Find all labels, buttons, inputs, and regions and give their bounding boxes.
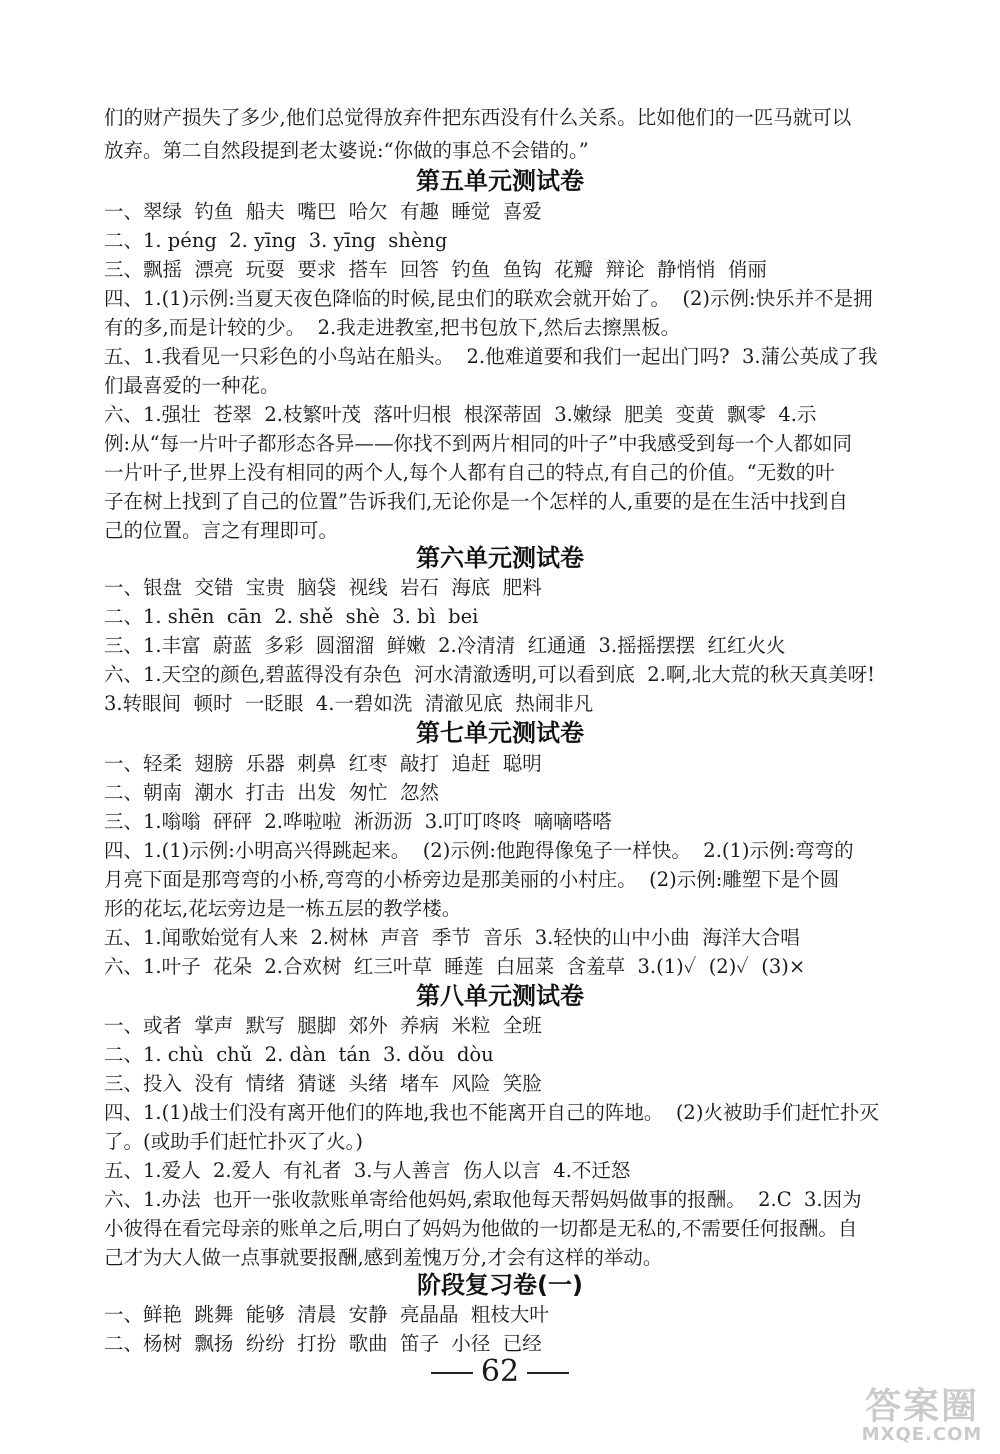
- answer-line: 二、1. shēn cān 2. shě shè 3. bì bei: [104, 605, 479, 628]
- section-heading-unit7: 第七单元测试卷: [416, 719, 584, 747]
- answer-line: 一、银盘 交错 宝贵 脑袋 视线 岩石 海底 肥料: [104, 576, 542, 599]
- answer-line: 四、1.(1)战士们没有离开他们的阵地,我也不能离开自己的阵地。 (2)火被助手们赶忙扑灭: [104, 1101, 879, 1124]
- answer-line: 四、1.(1)示例:当夏天夜色降临的时候,昆虫们的联欢会就开始了。 (2)示例:快乐并不是拥: [104, 287, 873, 310]
- answer-line: 例:从“每一片叶子都形态各异——你找不到两片相同的叶子”中我感受到每一个人都如同: [104, 432, 853, 455]
- section-heading-unit5: 第五单元测试卷: [416, 167, 584, 195]
- answer-line: 三、投入 没有 情绪 猜谜 头绪 堵车 风险 笑脸: [104, 1072, 542, 1095]
- answer-line: 五、1.我看见一只彩色的小鸟站在船头。 2.他难道要和我们一起出门吗? 3.蒲公英成了我: [104, 345, 878, 368]
- page-number-value: 62: [480, 1354, 520, 1389]
- answer-line: 了。(或助手们赶忙扑灭了火。): [104, 1130, 363, 1153]
- answer-line: 二、1. péng 2. yīng 3. yīng shèng: [104, 229, 448, 252]
- answer-line: 四、1.(1)示例:小明高兴得跳起来。 (2)示例:他跑得像兔子一样快。 2.(1)示例:弯弯的: [104, 839, 854, 862]
- answer-line: 月亮下面是那弯弯的小桥,弯弯的小桥旁边是那美丽的小村庄。 (2)示例:雕塑下是个圆: [104, 868, 840, 891]
- answer-line: 六、1.强壮 苍翠 2.枝繁叶茂 落叶归根 根深蒂固 3.嫩绿 肥美 变黄 飘零 4.示: [104, 403, 817, 426]
- answer-line: 3.转眼间 顿时 一眨眼 4.一碧如洗 清澈见底 热闹非凡: [104, 692, 594, 715]
- answer-line: 一、轻柔 翅膀 乐器 刺鼻 红枣 敲打 追赶 聪明: [104, 752, 542, 775]
- section-heading-unit8: 第八单元测试卷: [416, 982, 584, 1010]
- text-line: 放弃。第二自然段提到老太婆说:“你做的事总不会错的。”: [104, 139, 589, 162]
- watermark-latin: MXQE.COM: [861, 1424, 983, 1445]
- answer-line: 子在树上找到了自己的位置”告诉我们,无论你是一个怎样的人,重要的是在生活中找到自: [104, 490, 848, 513]
- answer-line: 们最喜爱的一种花。: [104, 374, 280, 397]
- answer-line: 一、或者 掌声 默写 腿脚 郊外 养病 米粒 全班: [104, 1014, 542, 1037]
- watermark-chinese: 答案圈: [864, 1386, 979, 1427]
- text-line: 们的财产损失了多少,他们总觉得放弃件把东西没有什么关系。比如他们的一匹马就可以: [104, 106, 852, 129]
- watermark-logo: [848, 1378, 996, 1452]
- answer-line: 一、鲜艳 跳舞 能够 清晨 安静 亮晶晶 粗枝大叶: [104, 1303, 549, 1326]
- answer-line: 一、翠绿 钓鱼 船夫 嘴巴 哈欠 有趣 睡觉 喜爱: [104, 200, 542, 223]
- answer-line: 小彼得在看完母亲的账单之后,明白了妈妈为他做的一切都是无私的,不需要任何报酬。自: [104, 1217, 858, 1240]
- answer-line: 五、1.爱人 2.爱人 有礼者 3.与人善言 伤人以言 4.不迁怒: [104, 1159, 631, 1182]
- answer-line: 一片叶子,世界上没有相同的两个人,每个人都有自己的特点,有自己的价值。“无数的叶: [104, 461, 835, 484]
- answer-line: 二、杨树 飘扬 纷纷 打扮 歌曲 笛子 小径 已经: [104, 1332, 542, 1355]
- section-heading-review1: 阶段复习卷(一): [417, 1271, 583, 1299]
- answer-line: 三、1.嗡嗡 砰砰 2.哗啦啦 淅沥沥 3.叮叮咚咚 嘀嘀嗒嗒: [104, 810, 612, 833]
- answer-line: 三、1.丰富 蔚蓝 多彩 圆溜溜 鲜嫩 2.冷清清 红通通 3.摇摇摆摆 红红火火: [104, 634, 786, 657]
- answer-line: 六、1.叶子 花朵 2.合欢树 红三叶草 睡莲 白屈菜 含羞草 3.(1)✓ (2)✓ (3)×: [104, 955, 806, 978]
- answer-line: 五、1.闻歌始觉有人来 2.树林 声音 季节 音乐 3.轻快的山中小曲 海洋大合唱: [104, 926, 800, 949]
- answer-line: 二、1. chù chǔ 2. dàn tán 3. dǒu dòu: [104, 1043, 494, 1066]
- answer-line: 有的多,而是计较的少。 2.我走进教室,把书包放下,然后去擦黑板。: [104, 316, 681, 339]
- answer-line: 六、1.天空的颜色,碧蓝得没有杂色 河水清澈透明,可以看到底 2.啊,北大荒的秋天真美呀!: [104, 663, 875, 686]
- answer-line: 己的位置。言之有理即可。: [104, 519, 339, 542]
- answer-line: 己才为大人做一点事就要报酬,感到羞愧万分,才会有这样的举动。: [104, 1246, 663, 1269]
- page-number-dash-left: [431, 1372, 473, 1374]
- section-heading-unit6: 第六单元测试卷: [416, 544, 584, 572]
- answer-line: 三、飘摇 漂亮 玩耍 要求 搭车 回答 钓鱼 鱼钩 花瓣 辩论 静悄悄 俏丽: [104, 258, 767, 281]
- page-number-dash-right: [527, 1372, 569, 1374]
- answer-line: 六、1.办法 也开一张收款账单寄给他妈妈,索取他每天帮妈妈做事的报酬。 2.C 3.因为: [104, 1188, 862, 1211]
- answer-line: 二、朝南 潮水 打击 出发 匆忙 忽然: [104, 781, 439, 804]
- answer-line: 形的花坛,花坛旁边是一栋五层的教学楼。: [104, 897, 462, 920]
